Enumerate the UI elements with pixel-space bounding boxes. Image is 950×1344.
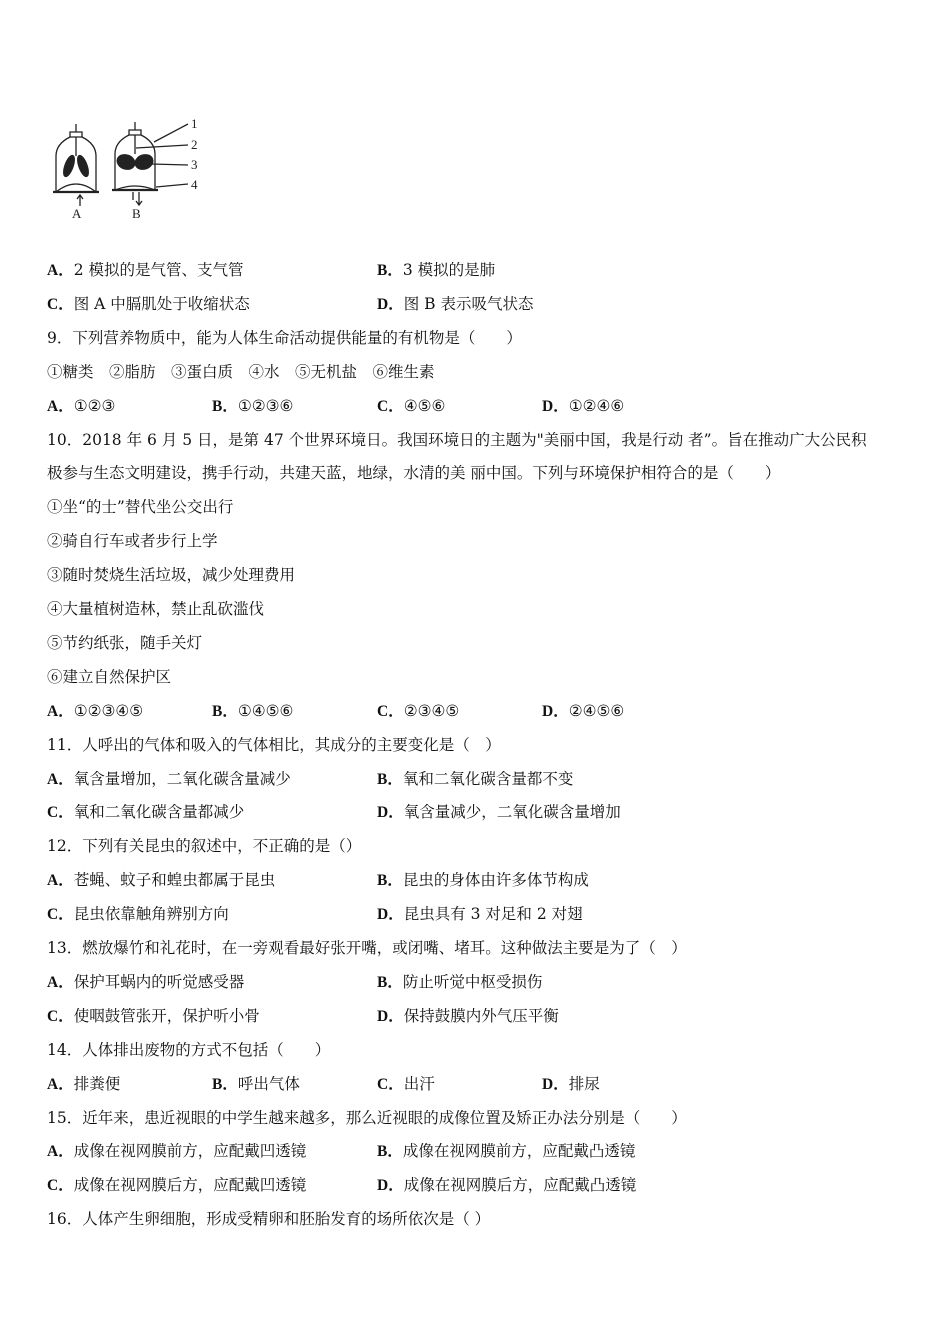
option-letter: D． [377,906,404,924]
bell-jar-b [112,122,188,205]
text-line: ⑤节约纸张，随手关灯 [47,633,203,652]
question-stem: 12．下列有关昆虫的叙述中，不正确的是（） [47,837,362,856]
option-text: 昆虫具有 3 对足和 2 对翅 [403,905,583,924]
bell-jar-a [53,124,99,206]
option-text: 呼出气体 [237,1074,300,1093]
answer-option [47,767,291,792]
option-letter: B． [377,973,403,991]
option-text: 成像在视网膜后方，应配戴凸透镜 [403,1176,637,1195]
answer-option [377,970,542,995]
option-text: ②③④⑤ [403,701,460,720]
option-letter: C． [47,906,74,924]
option-text: 昆虫的身体由许多体节构成 [402,871,589,890]
figure-label-4: 4 [191,177,198,192]
text-line: ③随时焚烧生活垃圾，减少处理费用 [47,566,296,585]
option-text: 成像在视网膜前方，应配戴凹透镜 [73,1142,307,1161]
option-letter: C． [47,295,74,313]
question-stem: 11．人呼出的气体和吸入的气体相比，其成分的主要变化是（ ） [47,735,501,754]
option-letter: C． [377,397,404,415]
answer-option [377,1173,636,1198]
option-letter: C． [47,1007,74,1025]
answer-option [47,699,143,724]
answer-option [47,868,275,893]
answer-option [377,1072,435,1097]
answer-option [377,258,495,283]
answer-option [47,1072,120,1097]
answer-option [377,767,573,792]
option-text: 排粪便 [73,1074,121,1093]
option-text: 使咽鼓管张开，保护听小骨 [73,1006,260,1025]
answer-option [47,800,244,825]
option-letter: D． [377,295,404,313]
option-text: 苍蝇、蚊子和蝗虫都属于昆虫 [73,871,276,890]
answer-option [542,1072,600,1097]
option-letter: D． [377,1177,404,1195]
option-letter: A． [47,262,74,279]
option-text: 图 B 表示吸气状态 [403,294,534,313]
option-letter: B． [377,262,403,279]
option-text: 氧含量增加，二氧化碳含量减少 [73,769,291,788]
option-letter: D． [377,804,404,822]
answer-option [47,902,229,927]
option-text: ④⑤⑥ [403,396,446,415]
answer-option [377,800,621,825]
option-text: 3 模拟的是肺 [402,261,496,279]
answer-option [542,699,624,724]
answer-option [377,868,589,893]
text-line: 极参与生态文明建设，携手行动，共建天蓝，地绿，水清的美 丽中国。下列与环境保护相符合的是（ ） [47,464,781,483]
option-letter: A． [47,702,74,720]
figure-label-2: 2 [191,137,198,152]
answer-option [377,902,583,927]
option-text: ①②③⑥ [237,396,294,415]
question-stem: 9．下列营养物质中，能为人体生命活动提供能量的有机物是（ ） [47,328,522,347]
option-letter: D． [542,1075,569,1093]
text-line: ④大量植树造林，禁止乱砍滥伐 [47,600,265,618]
answer-option [377,1004,559,1029]
question-stem: 16．人体产生卵细胞，形成受精卵和胚胎发育的场所依次是（ ） [47,1210,491,1229]
answer-option [47,394,115,419]
option-text: 排尿 [568,1074,600,1093]
option-letter: B． [377,770,403,788]
option-text: 成像在视网膜前方，应配戴凸透镜 [402,1142,636,1161]
option-letter: D． [542,702,569,720]
option-letter: A． [47,872,74,890]
option-letter: A． [47,973,74,991]
text-line: ①糖类 ②脂肪 ③蛋白质 ④水 ⑤无机盐 ⑥维生素 [47,362,435,381]
option-text: ②④⑤⑥ [568,701,625,720]
question-stem: 13．燃放爆竹和礼花时，在一旁观看最好张开嘴，或闭嘴、堵耳。这种做法主要是为了（ ） [47,939,687,957]
option-letter: B． [377,872,403,890]
answer-option [212,1072,300,1097]
option-letter: A． [47,770,74,788]
answer-option [542,394,624,419]
option-text: 防止听觉中枢受损伤 [402,972,543,991]
option-text: ①②③ [73,396,116,415]
answer-option [212,394,293,419]
option-text: 昆虫依靠触角辨别方向 [73,905,229,924]
question-stem: 14．人体排出废物的方式不包括（ ） [47,1040,331,1059]
option-letter: C． [377,702,404,720]
lung-model-figure [48,114,218,224]
answer-option [377,1139,635,1164]
answer-option [377,394,445,419]
answer-option [47,970,244,995]
answer-option [212,699,293,724]
figure-caption-a: A [72,206,82,221]
option-letter: B． [377,1143,403,1161]
option-letter: C． [47,1177,74,1195]
option-text: 保持鼓膜内外气压平衡 [403,1006,559,1025]
option-letter: B． [212,397,238,415]
option-letter: A． [47,1075,74,1093]
answer-option [377,292,533,317]
option-letter: D． [377,1007,404,1025]
answer-option [47,292,250,317]
option-text: 成像在视网膜后方，应配戴凹透镜 [73,1176,307,1195]
question-stem: 15．近年来，患近视眼的中学生越来越多，那么近视眼的成像位置及矫正办法分别是（ ） [47,1108,687,1127]
option-text: ①②③④⑤ [73,701,144,720]
option-letter: B． [212,1075,238,1093]
option-text: 出汗 [403,1074,435,1093]
option-text: 图 A 中膈肌处于收缩状态 [73,294,250,313]
option-letter: B． [212,702,238,720]
answer-option [47,1173,306,1198]
text-line: ①坐“的士”替代坐公交出行 [47,498,234,517]
answer-option [47,1139,306,1164]
option-text: 2 模拟的是气管、支气管 [73,261,244,279]
figure-caption-b: B [132,206,141,221]
option-letter: A． [47,1143,74,1161]
option-letter: A． [47,397,74,415]
option-letter: D． [542,397,569,415]
option-text: 氧含量减少，二氧化碳含量增加 [403,803,621,822]
option-text: ①④⑤⑥ [237,701,294,720]
option-text: ①②④⑥ [568,396,625,415]
answer-option [377,699,459,724]
option-text: 氧和二氧化碳含量都不变 [402,769,574,788]
figure-label-3: 3 [191,157,198,172]
text-line: ②骑自行车或者步行上学 [47,532,218,551]
option-letter: C． [377,1075,404,1093]
answer-option [47,1004,260,1029]
answer-option [47,258,244,283]
question-stem: 10．2018 年 6 月 5 日，是第 47 个世界环境日。我国环境日的主题为"美丽中国，我是行动 者”。旨在推动广大公民积 [47,430,867,449]
option-letter: C． [47,804,74,822]
option-text: 保护耳蜗内的听觉感受器 [73,972,245,991]
figure-label-1: 1 [191,116,198,131]
option-text: 氧和二氧化碳含量都减少 [73,803,245,822]
text-line: ⑥建立自然保护区 [47,667,172,686]
